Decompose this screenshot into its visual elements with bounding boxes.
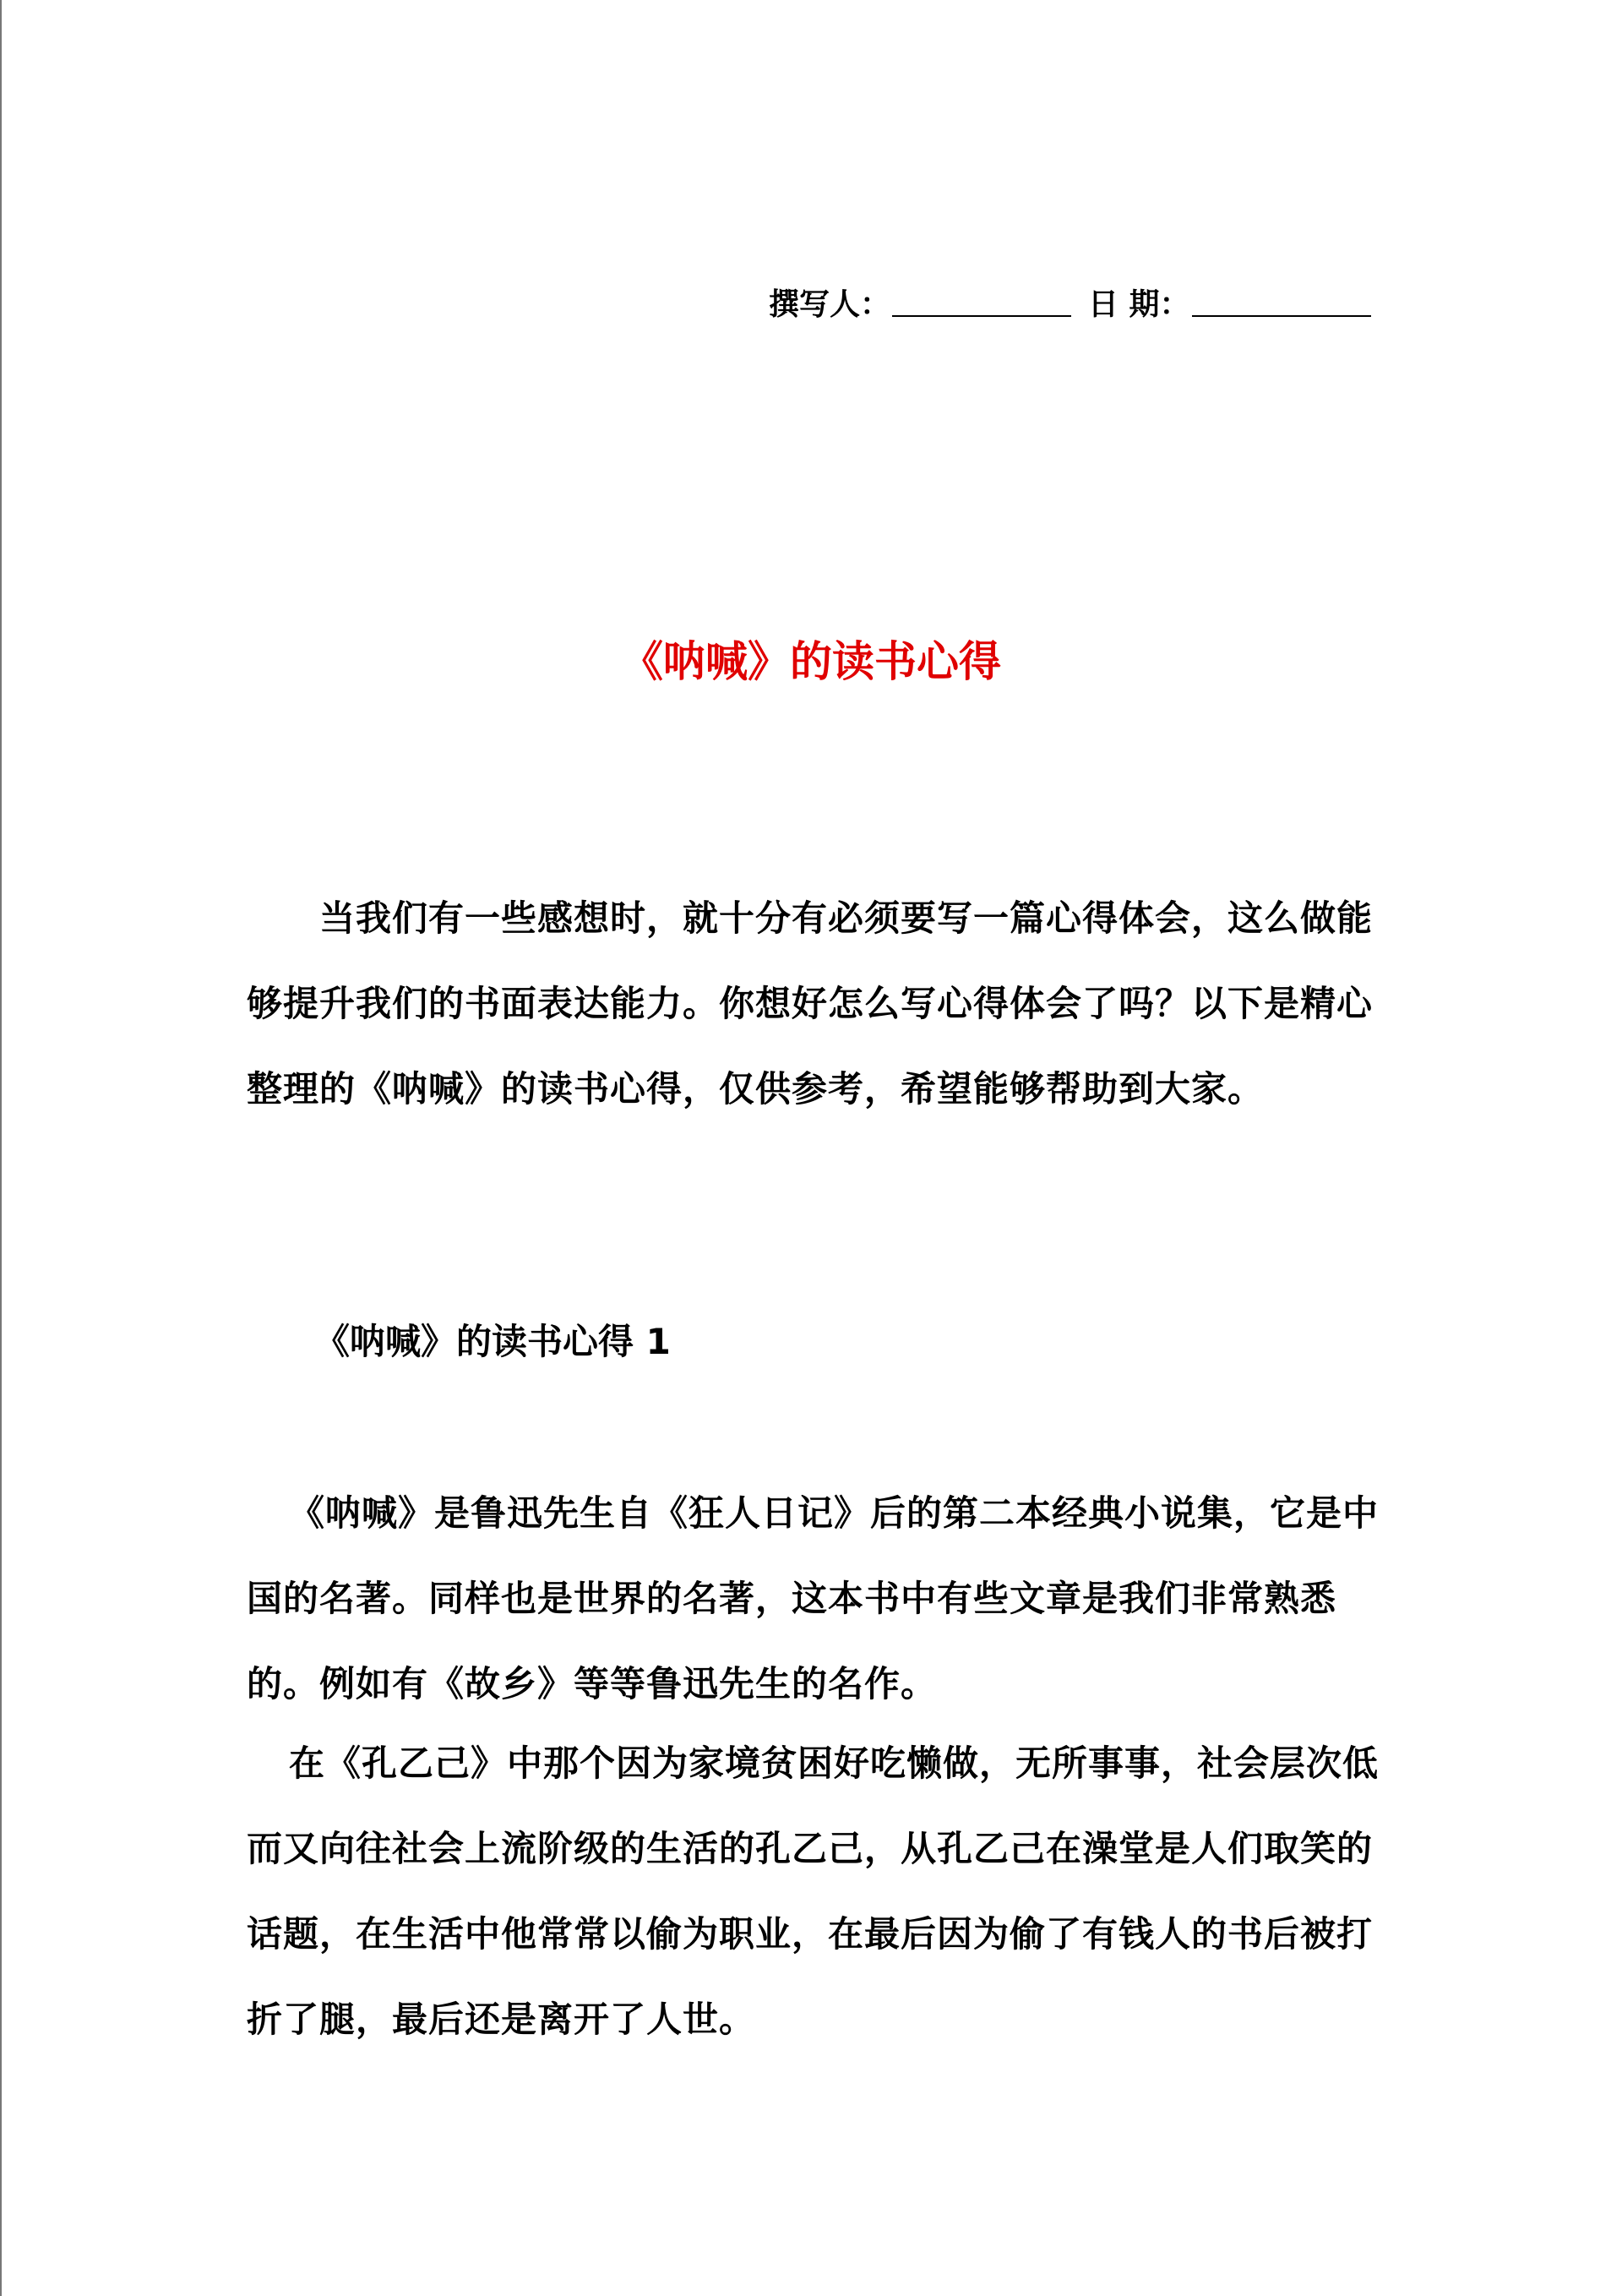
author-blank [892, 281, 1071, 317]
body-text-2: 在《孔乙己》中那个因为家境贫困好吃懒做，无所事事，社会层次低而又向往社会上流阶级的生活的孔乙己，从孔乙己在澡堂是人们取笑的话题，在生活中他常常以偷为职业，在最后因为偷了有钱人的书后被打折了腿，最后还是离开了人世。 [247, 1742, 1380, 2040]
intro-text: 当我们有一些感想时，就十分有必须要写一篇心得体会，这么做能够提升我们的书面表达能力。你想好怎么写心得体会了吗？以下是精心整理的《呐喊》的读书心得，仅供参考，希望能够帮助到大家。 [247, 897, 1374, 1110]
body-paragraph-1 [247, 1470, 1379, 1726]
page-left-border [0, 0, 2, 2296]
author-date-line [769, 281, 1377, 329]
section-heading: 《呐喊》的读书心得 1 [314, 1321, 671, 1362]
body-paragraph-2 [247, 1721, 1379, 2062]
author-label: 撰写人： [769, 287, 891, 322]
document-title: 《呐喊》的读书心得 [621, 637, 1001, 686]
intro-paragraph [247, 875, 1379, 1132]
body-text-1: 《呐喊》是鲁迅先生自《狂人日记》后的第二本经典小说集，它是中国的名著。同样也是世界的名著，这本书中有些文章是我们非常熟悉的。例如有《故乡》等等鲁迅先生的名作。 [247, 1492, 1380, 1704]
date-blank [1192, 281, 1371, 317]
date-label: 日 期： [1088, 287, 1190, 322]
